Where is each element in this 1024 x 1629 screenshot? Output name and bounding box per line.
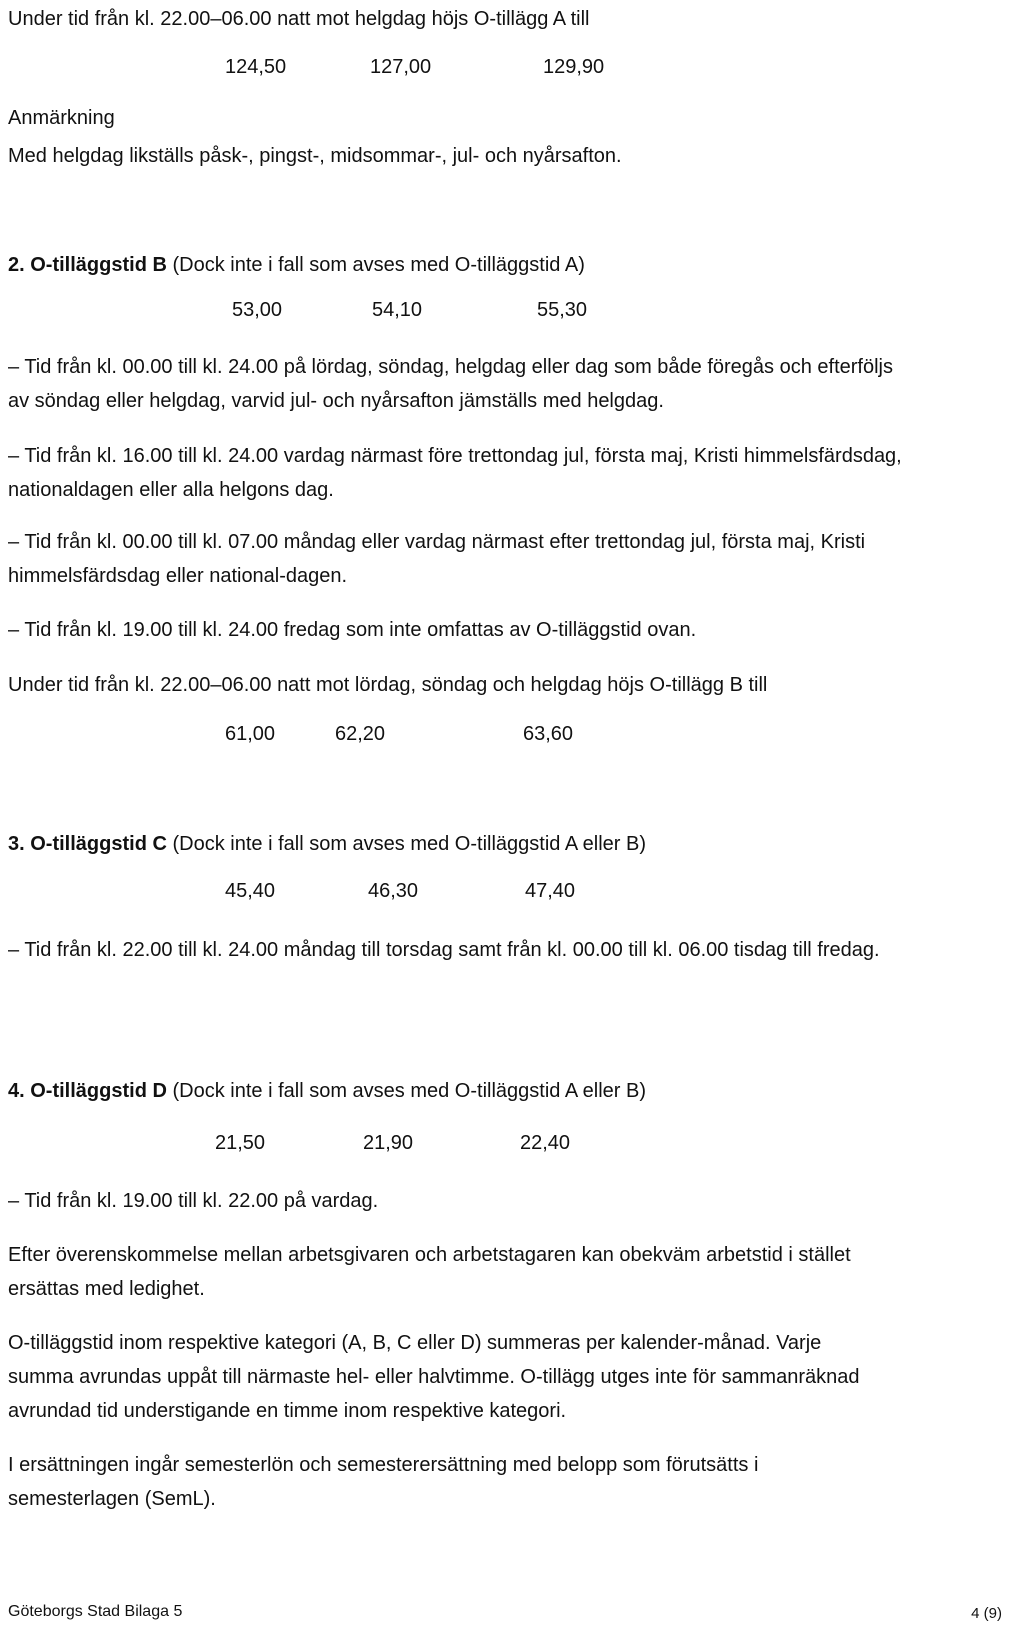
rate-value: 63,60 (523, 723, 574, 745)
section-c-rates (225, 880, 925, 910)
rate-value: 46,30 (368, 880, 419, 902)
section-qualifier: (Dock inte i fall som avses med O-tilläggstid A eller B) (172, 833, 646, 855)
rate-value: 53,00 (232, 299, 283, 321)
section-title: O-tilläggstid C (30, 833, 167, 855)
rate-value: 129,90 (543, 56, 605, 78)
section-title: O-tilläggstid B (30, 254, 167, 276)
footer-document-label: Göteborgs Stad Bilaga 5 (8, 1603, 183, 1620)
rate-value: 62,20 (335, 723, 386, 745)
rate-value: 45,40 (225, 880, 276, 902)
a-night-rates (225, 56, 925, 86)
rate-value: 127,00 (370, 56, 432, 78)
list-item: – Tid från kl. 00.00 till kl. 07.00 måndag eller vardag närmast efter trettondag jul, första maj, Kristi himmelsfärdsdag eller national-dagen. (8, 531, 866, 587)
rate-value: 61,00 (225, 723, 276, 745)
a-night-intro: Under tid från kl. 22.00–06.00 natt mot helgdag höjs O-tillägg A till (8, 8, 590, 30)
b-night-rates (225, 723, 925, 753)
rate-value: 21,90 (363, 1132, 414, 1154)
closing-paragraph: O-tilläggstid inom respektive kategori (A, B, C eller D) summeras per kalender-månad. Varje summa avrundas uppåt till närmaste hel- eller halvtimme. O-tillägg utges inte för sammanräknad avrundad tid understigande en timme inom respektive kategori. (8, 1332, 860, 1422)
list-item: – Tid från kl. 00.00 till kl. 24.00 på lördag, söndag, helgdag eller dag som både föregås och efterföljs av söndag eller helgdag, varvid jul- och nyårsafton jämställs med helgdag. (8, 356, 893, 412)
rate-value: 47,40 (525, 880, 576, 902)
rate-value: 54,10 (372, 299, 423, 321)
list-item: – Tid från kl. 19.00 till kl. 24.00 fredag som inte omfattas av O-tilläggstid ovan. (8, 619, 697, 641)
footer-page-number: 4 (9) (971, 1605, 1002, 1622)
section-b-heading (8, 248, 1008, 282)
closing-paragraph: I ersättningen ingår semesterlön och semesterersättning med belopp som förutsätts i semesterlagen (SemL). (8, 1454, 759, 1510)
rate-value: 55,30 (537, 299, 588, 321)
section-c-heading (8, 827, 1008, 861)
rate-value: 22,40 (520, 1132, 571, 1154)
section-d-rates (215, 1132, 915, 1162)
section-b-rates (232, 299, 932, 329)
section-number: 3. (8, 833, 25, 855)
list-item: – Tid från kl. 22.00 till kl. 24.00 måndag till torsdag samt från kl. 00.00 till kl. 06.00 tisdag till fredag. (8, 939, 880, 961)
closing-paragraph: Efter överenskommelse mellan arbetsgivaren och arbetstagaren kan obekväm arbetstid i stället ersättas med ledighet. (8, 1244, 851, 1300)
list-item: – Tid från kl. 16.00 till kl. 24.00 vardag närmast före trettondag jul, första maj, Kristi himmelsfärdsdag, nationaldagen eller alla helgons dag. (8, 445, 902, 501)
note-heading: Anmärkning (8, 107, 115, 129)
section-number: 2. (8, 254, 25, 276)
section-qualifier: (Dock inte i fall som avses med O-tilläggstid A eller B) (172, 1080, 646, 1102)
section-title: O-tilläggstid D (30, 1080, 167, 1102)
b-night-intro: Under tid från kl. 22.00–06.00 natt mot lördag, söndag och helgdag höjs O-tillägg B till (8, 674, 768, 696)
note-text: Med helgdag likställs påsk-, pingst-, midsommar-, jul- och nyårsafton. (8, 145, 622, 167)
rate-value: 21,50 (215, 1132, 266, 1154)
section-qualifier: (Dock inte i fall som avses med O-tilläggstid A) (172, 254, 585, 276)
rate-value: 124,50 (225, 56, 287, 78)
list-item: – Tid från kl. 19.00 till kl. 22.00 på vardag. (8, 1190, 379, 1212)
section-d-heading (8, 1074, 1008, 1108)
section-number: 4. (8, 1080, 25, 1102)
